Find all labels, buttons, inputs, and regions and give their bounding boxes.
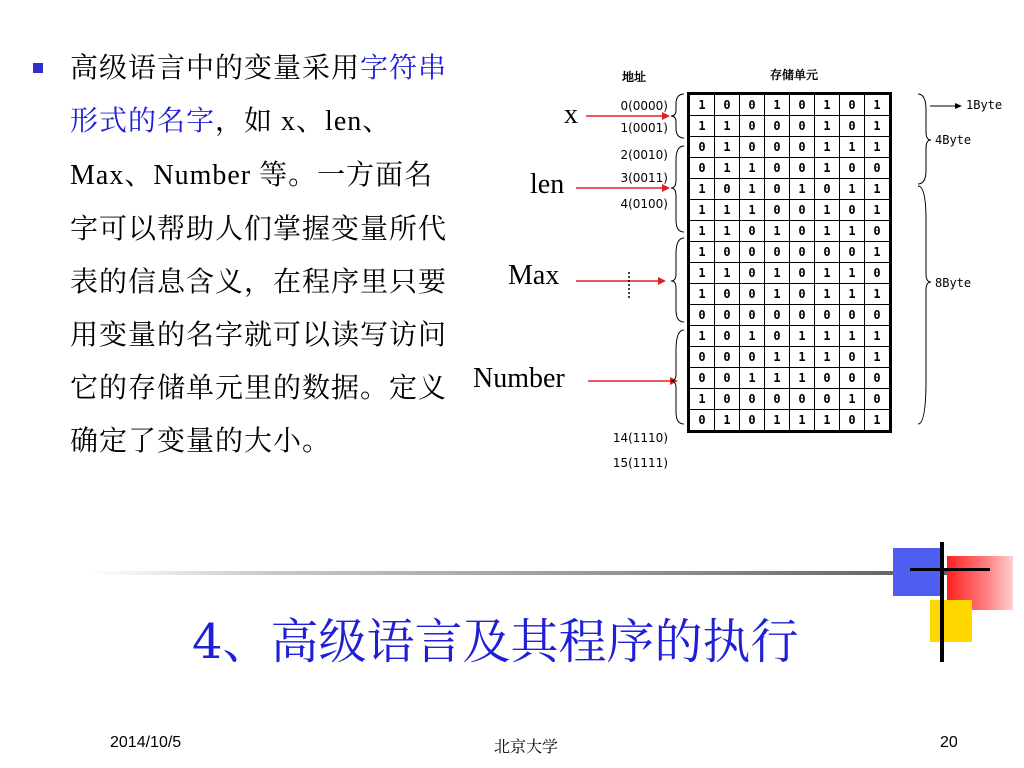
footer-page-number: 20 — [940, 734, 958, 751]
storage-cell-header: 存储单元 — [770, 68, 819, 82]
memory-bit: 0 — [790, 284, 815, 305]
memory-bit: 1 — [865, 94, 891, 116]
memory-bit: 1 — [765, 284, 790, 305]
memory-bit: 0 — [815, 305, 840, 326]
memory-bit: 0 — [765, 200, 790, 221]
slide-title: 4、高级语言及其程序的执行 — [192, 614, 799, 670]
memory-bit: 1 — [815, 158, 840, 179]
memory-bit: 1 — [740, 326, 765, 347]
memory-bit: 0 — [715, 347, 740, 368]
memory-bit: 1 — [840, 221, 865, 242]
memory-bit: 0 — [740, 221, 765, 242]
memory-bit: 0 — [740, 389, 765, 410]
memory-bit: 1 — [865, 347, 891, 368]
memory-bit: 0 — [840, 116, 865, 137]
left-braces — [671, 94, 684, 424]
text-sep-3: 、 — [124, 158, 154, 191]
address-0: 0(0000) — [620, 99, 668, 113]
memory-bit: 0 — [740, 94, 765, 116]
memory-bit: 1 — [740, 200, 765, 221]
memory-row — [689, 347, 891, 368]
text-example-x: x — [273, 106, 297, 137]
memory-bit: 1 — [815, 94, 840, 116]
decor-blue-square — [893, 548, 941, 596]
memory-row — [689, 94, 891, 116]
var-label-number: Number — [473, 363, 565, 394]
memory-bit: 1 — [840, 179, 865, 200]
memory-bit: 1 — [840, 389, 865, 410]
memory-row — [689, 410, 891, 432]
memory-bit: 0 — [790, 158, 815, 179]
memory-bit: 1 — [740, 158, 765, 179]
memory-bit: 0 — [765, 389, 790, 410]
memory-bit: 1 — [815, 284, 840, 305]
memory-bit: 0 — [840, 94, 865, 116]
text-sep-2: 、 — [362, 104, 392, 137]
address-15: 15(1111) — [612, 456, 668, 470]
memory-bit: 1 — [790, 368, 815, 389]
text-example-len: len — [325, 106, 363, 137]
memory-bit: 0 — [740, 263, 765, 284]
memory-bit: 0 — [790, 389, 815, 410]
memory-row — [689, 200, 891, 221]
memory-bit: 0 — [765, 158, 790, 179]
memory-bit: 1 — [765, 347, 790, 368]
memory-bit: 1 — [740, 179, 765, 200]
memory-bit: 0 — [865, 158, 891, 179]
memory-bit: 1 — [689, 94, 715, 116]
memory-bit: 1 — [689, 221, 715, 242]
memory-bit: 1 — [765, 410, 790, 432]
decor-yellow-square — [930, 600, 972, 642]
memory-bit: 1 — [715, 410, 740, 432]
memory-bit: 0 — [865, 368, 891, 389]
memory-bit: 0 — [715, 305, 740, 326]
address-1: 1(0001) — [620, 121, 668, 135]
memory-bit: 0 — [715, 284, 740, 305]
memory-bit: 1 — [715, 116, 740, 137]
memory-bit: 1 — [815, 137, 840, 158]
memory-bit: 0 — [715, 389, 740, 410]
memory-bit: 1 — [865, 410, 891, 432]
memory-row — [689, 242, 891, 263]
memory-bit: 0 — [815, 389, 840, 410]
memory-bit: 0 — [740, 347, 765, 368]
memory-bit: 1 — [689, 179, 715, 200]
memory-bit: 1 — [790, 179, 815, 200]
memory-table — [687, 92, 892, 433]
memory-bit: 0 — [865, 305, 891, 326]
memory-bit: 0 — [840, 158, 865, 179]
memory-bit: 0 — [765, 116, 790, 137]
decor-vertical-line — [940, 542, 944, 662]
memory-bit: 0 — [840, 347, 865, 368]
memory-bit: 1 — [790, 410, 815, 432]
memory-bit: 0 — [715, 242, 740, 263]
memory-bit: 1 — [815, 200, 840, 221]
footer-date: 2014/10/5 — [110, 734, 182, 751]
memory-bit: 0 — [790, 305, 815, 326]
memory-bit: 1 — [715, 263, 740, 284]
size-label-1byte: 1Byte — [966, 98, 1003, 112]
memory-bit: 0 — [840, 410, 865, 432]
memory-bit: 1 — [815, 221, 840, 242]
memory-bit: 0 — [740, 284, 765, 305]
memory-row — [689, 263, 891, 284]
memory-bit: 1 — [865, 326, 891, 347]
decor-horizontal-line — [910, 568, 990, 571]
address-2: 2(0010) — [620, 148, 668, 162]
memory-bit: 0 — [740, 305, 765, 326]
memory-bit: 0 — [689, 410, 715, 432]
memory-bit: 0 — [715, 94, 740, 116]
memory-row — [689, 326, 891, 347]
memory-bit: 1 — [815, 347, 840, 368]
memory-bit: 0 — [715, 326, 740, 347]
address-3: 3(0011) — [620, 171, 668, 185]
memory-row — [689, 305, 891, 326]
memory-row — [689, 137, 891, 158]
title-divider — [90, 571, 995, 575]
memory-bit: 1 — [815, 326, 840, 347]
memory-bit: 0 — [765, 137, 790, 158]
memory-bit: 0 — [740, 116, 765, 137]
memory-row — [689, 158, 891, 179]
memory-bit: 1 — [840, 284, 865, 305]
memory-bit: 1 — [790, 326, 815, 347]
memory-bit: 1 — [840, 326, 865, 347]
text-intro: 高级语言中的变量采用 — [70, 51, 361, 84]
address-14: 14(1110) — [612, 431, 668, 445]
memory-bit: 1 — [865, 137, 891, 158]
memory-bit: 1 — [765, 263, 790, 284]
memory-bit: 1 — [689, 200, 715, 221]
text-example-max: Max — [70, 160, 125, 191]
text-highlight: 字符串形式的名字 — [70, 51, 448, 137]
memory-bit: 0 — [790, 137, 815, 158]
memory-bit: 1 — [715, 200, 740, 221]
text-explanation: 等。一方面名字可以帮助人们掌握变量所代表的信息含义，在程序里只要用变量的名字就可以读写访问它的存储单元里的数据。定义确定了变量的大小。 — [70, 158, 448, 457]
memory-bit: 1 — [689, 242, 715, 263]
memory-row — [689, 389, 891, 410]
memory-bit: 1 — [865, 200, 891, 221]
memory-bit: 0 — [689, 158, 715, 179]
text-example-lead: ，如 — [215, 104, 274, 137]
memory-bit: 1 — [790, 347, 815, 368]
memory-bit: 0 — [740, 410, 765, 432]
memory-bit: 1 — [815, 116, 840, 137]
memory-bit: 1 — [815, 263, 840, 284]
memory-row — [689, 179, 891, 200]
memory-diagram — [470, 60, 1024, 490]
memory-bit: 1 — [765, 94, 790, 116]
memory-bit: 0 — [790, 116, 815, 137]
address-header: 地址 — [622, 70, 647, 84]
memory-bit: 1 — [715, 158, 740, 179]
memory-bit: 0 — [865, 221, 891, 242]
memory-bit: 1 — [715, 221, 740, 242]
memory-bit: 0 — [790, 242, 815, 263]
text-sep-1: 、 — [296, 104, 326, 137]
memory-bit: 0 — [740, 137, 765, 158]
size-label-8byte: 8Byte — [935, 276, 972, 290]
memory-bit: 0 — [840, 242, 865, 263]
memory-bit: 1 — [715, 137, 740, 158]
memory-bit: 0 — [689, 137, 715, 158]
memory-row — [689, 116, 891, 137]
memory-bit: 1 — [865, 284, 891, 305]
memory-row — [689, 221, 891, 242]
memory-bit: 0 — [765, 242, 790, 263]
memory-bit: 0 — [840, 200, 865, 221]
bullet-marker — [33, 63, 43, 73]
memory-bit: 1 — [689, 116, 715, 137]
memory-bit: 0 — [790, 221, 815, 242]
memory-bit: 0 — [765, 326, 790, 347]
memory-bit: 0 — [790, 200, 815, 221]
size-label-4byte: 4Byte — [935, 133, 972, 147]
memory-bit: 0 — [815, 242, 840, 263]
memory-bit: 1 — [689, 284, 715, 305]
footer-organization: 北京大学 — [494, 739, 559, 756]
memory-bit: 0 — [865, 263, 891, 284]
memory-bit: 0 — [815, 368, 840, 389]
memory-bit: 1 — [740, 368, 765, 389]
var-label-x: x — [564, 99, 578, 130]
memory-bit: 0 — [815, 179, 840, 200]
memory-bit: 1 — [865, 116, 891, 137]
var-label-max: Max — [508, 260, 560, 291]
memory-bit: 0 — [790, 94, 815, 116]
memory-bit: 0 — [689, 347, 715, 368]
memory-bit: 0 — [740, 242, 765, 263]
memory-bit: 1 — [765, 368, 790, 389]
memory-bit: 0 — [715, 368, 740, 389]
memory-bit: 0 — [840, 368, 865, 389]
memory-bit: 0 — [865, 389, 891, 410]
memory-bit: 1 — [689, 389, 715, 410]
memory-bit: 1 — [815, 410, 840, 432]
memory-bit: 0 — [765, 305, 790, 326]
memory-bit: 0 — [689, 305, 715, 326]
memory-bit: 1 — [865, 179, 891, 200]
memory-bit: 1 — [689, 263, 715, 284]
var-label-len: len — [530, 169, 565, 200]
memory-bit: 0 — [840, 305, 865, 326]
memory-row — [689, 368, 891, 389]
address-4: 4(0100) — [620, 197, 668, 211]
memory-bit: 0 — [689, 368, 715, 389]
text-example-number: Number — [153, 160, 260, 191]
memory-bit: 1 — [840, 137, 865, 158]
memory-row — [689, 284, 891, 305]
memory-bit: 0 — [715, 179, 740, 200]
memory-bit: 1 — [865, 242, 891, 263]
bullet-paragraph — [70, 41, 452, 467]
memory-bit: 1 — [765, 221, 790, 242]
memory-bit: 0 — [765, 179, 790, 200]
memory-bit: 1 — [689, 326, 715, 347]
memory-bit: 0 — [790, 263, 815, 284]
memory-bit: 1 — [840, 263, 865, 284]
